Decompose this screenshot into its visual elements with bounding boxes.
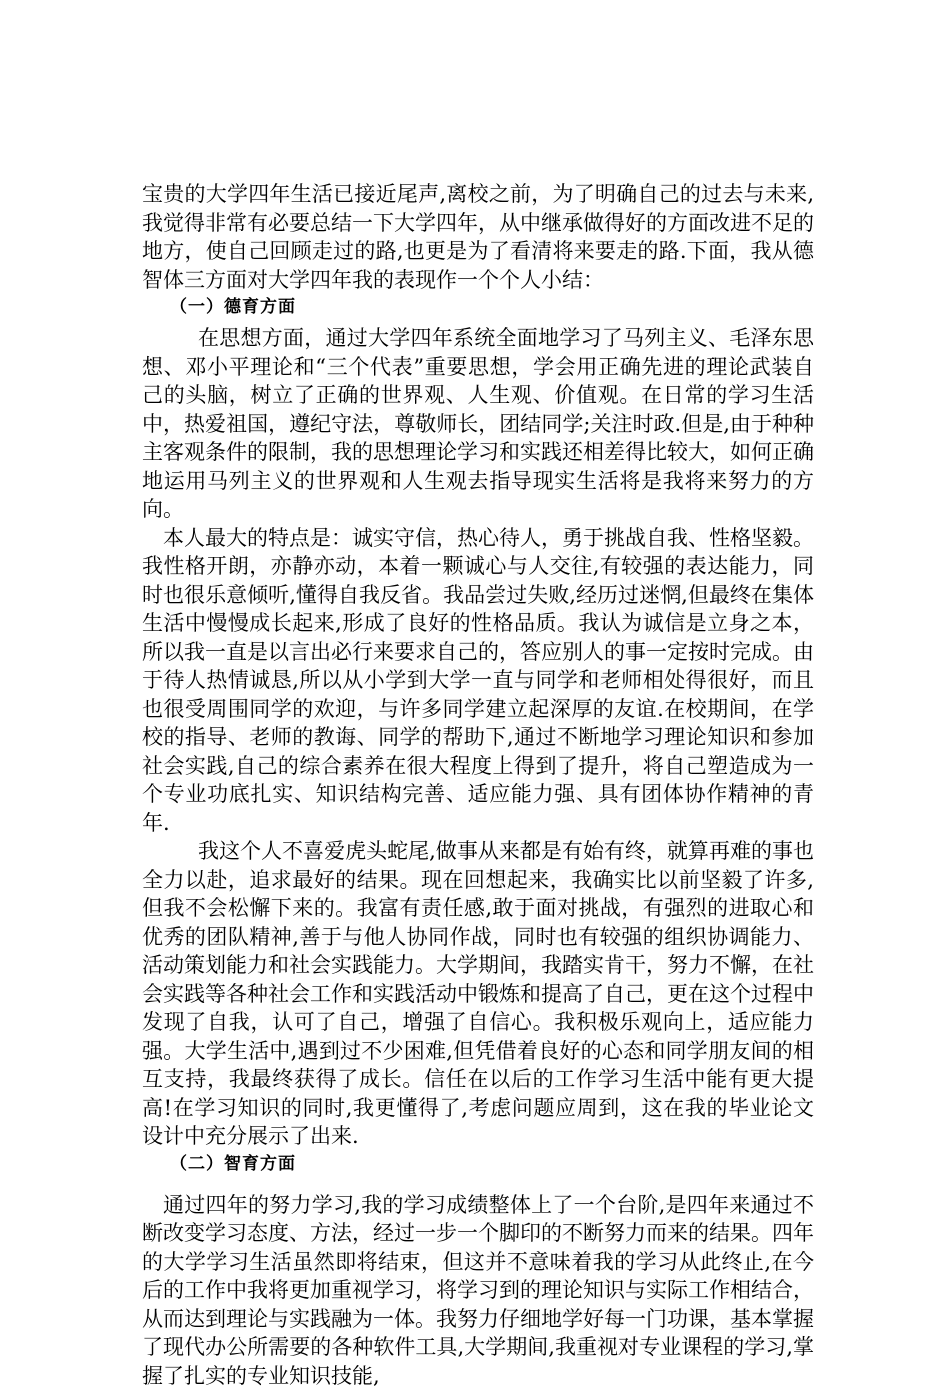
document-page (142, 180, 814, 1390)
section-heading-moral: （一）德育方面 (142, 294, 814, 320)
section-heading-intellectual: （二）智育方面 (142, 1151, 814, 1177)
moral-paragraph-2: 本人最大的特点是：诚实守信，热心待人，勇于挑战自我、性格坚毅。我性格开朗，亦静亦动，本着一颗诚心与人交往,有较强的表达能力，同时也很乐意倾听,懂得自我反省。我品尝过失败,经历过迷惘,但最终在集体生活中慢慢成长起来,形成了良好的性格品质。我认为诚信是立身之本，所以我一直是以言出必行来要求自己的，答应别人的事一定按时完成。由于待人热情诚恳,所以从小学到大学一直与同学和老师相处得很好，而且也很受周围同学的欢迎，与许多同学建立起深厚的友谊.在校期间，在学校的指导、老师的教诲、同学的帮助下,通过不断地学习理论知识和参加社会实践,自己的综合素养在很大程度上得到了提升，将自己塑造成为一个专业功底扎实、知识结构完善、适应能力强、具有团体协作精神的青年. (142, 524, 814, 838)
intellectual-paragraph-1: 通过四年的努力学习,我的学习成绩整体上了一个台阶,是四年来通过不断改变学习态度、方法，经过一步一个脚印的不断努力而来的结果。四年的大学学习生活虽然即将结束，但这并不意味着我的学习从此终止,在今后的工作中我将更加重视学习，将学习到的理论知识与实际工作相结合，从而达到理论与实践融为一体。我努力仔细地学好每一门功课，基本掌握了现代办公所需要的各种软件工具,大学期间,我重视对专业课程的学习,掌握了扎实的专业知识技能, (142, 1191, 814, 1390)
moral-paragraph-3: 我这个人不喜爱虎头蛇尾,做事从来都是有始有终，就算再难的事也全力以赴，追求最好的结果。现在回想起来，我确实比以前坚毅了许多,但我不会松懈下来的。我富有责任感,敢于面对挑战，有强烈的进取心和优秀的团队精神,善于与他人协同作战，同时也有较强的组织协调能力、活动策划能力和社会实践能力。大学期间，我踏实肯干，努力不懈，在社会实践等各种社会工作和实践活动中锻炼和提高了自己，更在这个过程中发现了自我，认可了自己，增强了自信心。我积极乐观向上，适应能力强。大学生活中,遇到过不少困难,但凭借着良好的心态和同学朋友间的相互支持，我最终获得了成长。信任在以后的工作学习生活中能有更大提高!在学习知识的同时,我更懂得了,考虑问题应周到，这在我的毕业论文设计中充分展示了出来. (142, 837, 814, 1151)
moral-paragraph-1: 在思想方面，通过大学四年系统全面地学习了马列主义、毛泽东思想、邓小平理论和“三个代表”重要思想，学会用正确先进的理论武装自己的头脑，树立了正确的世界观、人生观、价值观。在日常的学习生活中，热爱祖国，遵纪守法，尊敬师长，团结同学;关注时政.但是,由于种种主客观条件的限制，我的思想理论学习和实践还相差得比较大，如何正确地运用马列主义的世界观和人生观去指导现实生活将是我将来努力的方向。 (142, 324, 814, 524)
intro-paragraph: 宝贵的大学四年生活已接近尾声,离校之前，为了明确自己的过去与未来,我觉得非常有必要总结一下大学四年，从中继承做得好的方面改进不足的地方，使自己回顾走过的路,也更是为了看清将来要走的路.下面，我从德智体三方面对大学四年我的表现作一个个人小结： (142, 180, 814, 294)
